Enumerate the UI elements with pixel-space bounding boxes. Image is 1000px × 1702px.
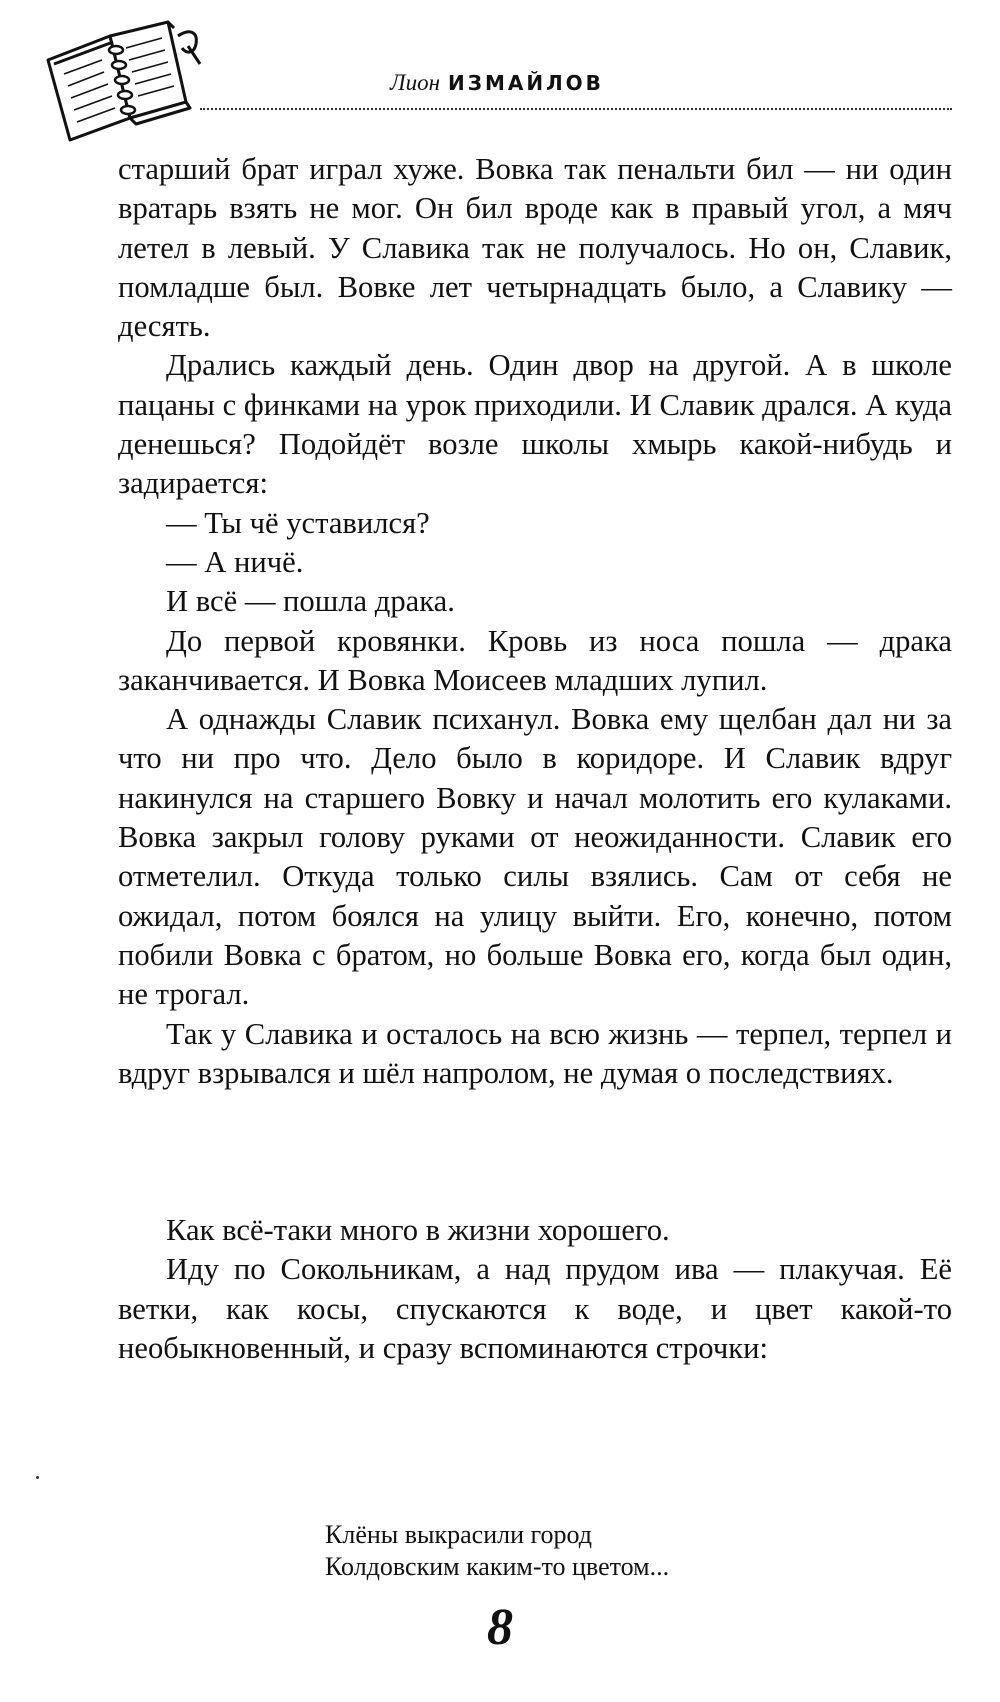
dialogue-line: — А ничё. <box>166 544 304 579</box>
author-first-name: Лион <box>390 70 440 95</box>
dialogue-line: — Ты чё уставился? <box>166 505 430 540</box>
paragraph: старший брат играл хуже. Вовка так пенальти бил — ни один вратарь взять не мог. Он бил вроде как в правый угол, а мяч летел в левый. У Славика так не получалось. Но он, Славик, помладше был. Вовке лет четырнадцать было, а Славику — десять. <box>118 152 952 344</box>
paragraph: А однажды Славик психанул. Вовка ему щелбан дал ни за что ни про что. Дело было в коридоре. И Славик вдруг накинулся на старшего Вовку и начал молотить его кулаками. Вовка закрыл голову руками от неожиданности. Славик его отметелил. Откуда только силы взялись. Сам от себя не ожидал, потом боялся на улицу выйти. Его, конечно, потом побили Вовка с братом, но больше Вовка его, когда был один, не трогал. <box>118 702 952 1012</box>
poem-quote <box>325 1519 669 1583</box>
section-break <box>118 1093 952 1211</box>
paragraph: И всё — пошла драка. <box>166 584 455 619</box>
margin-mark <box>36 1476 39 1479</box>
header-author <box>390 70 604 96</box>
running-header <box>0 0 1000 150</box>
paragraph: Иду по Сокольникам, а над прудом ива — плакучая. Её ветки, как косы, спускаются к воде, и цвет какой-то необыкновенный, и сразу вспоминаются строчки: <box>118 1252 952 1366</box>
paragraph: Дрались каждый день. Один двор на другой. А в школе пацаны с финками на урок приходили. И Славик дрался. А куда денешься? Подойдёт возле школы хмырь какой-нибудь и задирается: <box>118 348 952 501</box>
header-dotted-rule <box>200 108 952 110</box>
body-text <box>118 150 952 1368</box>
paragraph: Как всё-таки много в жизни хорошего. <box>166 1213 670 1248</box>
author-last-name: ИЗМАЙЛОВ <box>448 71 604 95</box>
poem-line: Клёны выкрасили город <box>325 1520 592 1549</box>
paragraph: Так у Славика и осталось на всю жизнь — терпел, терпел и вдруг взрывался и шёл напролом, не думая о последствиях. <box>118 1016 952 1090</box>
paragraph: До первой кровянки. Кровь из носа пошла — драка заканчивается. И Вовка Моисеев младших лупил. <box>118 623 952 697</box>
notebook-icon <box>40 18 210 143</box>
poem-line: Колдовским каким-то цветом... <box>325 1552 670 1581</box>
page-number: 8 <box>487 1599 513 1656</box>
